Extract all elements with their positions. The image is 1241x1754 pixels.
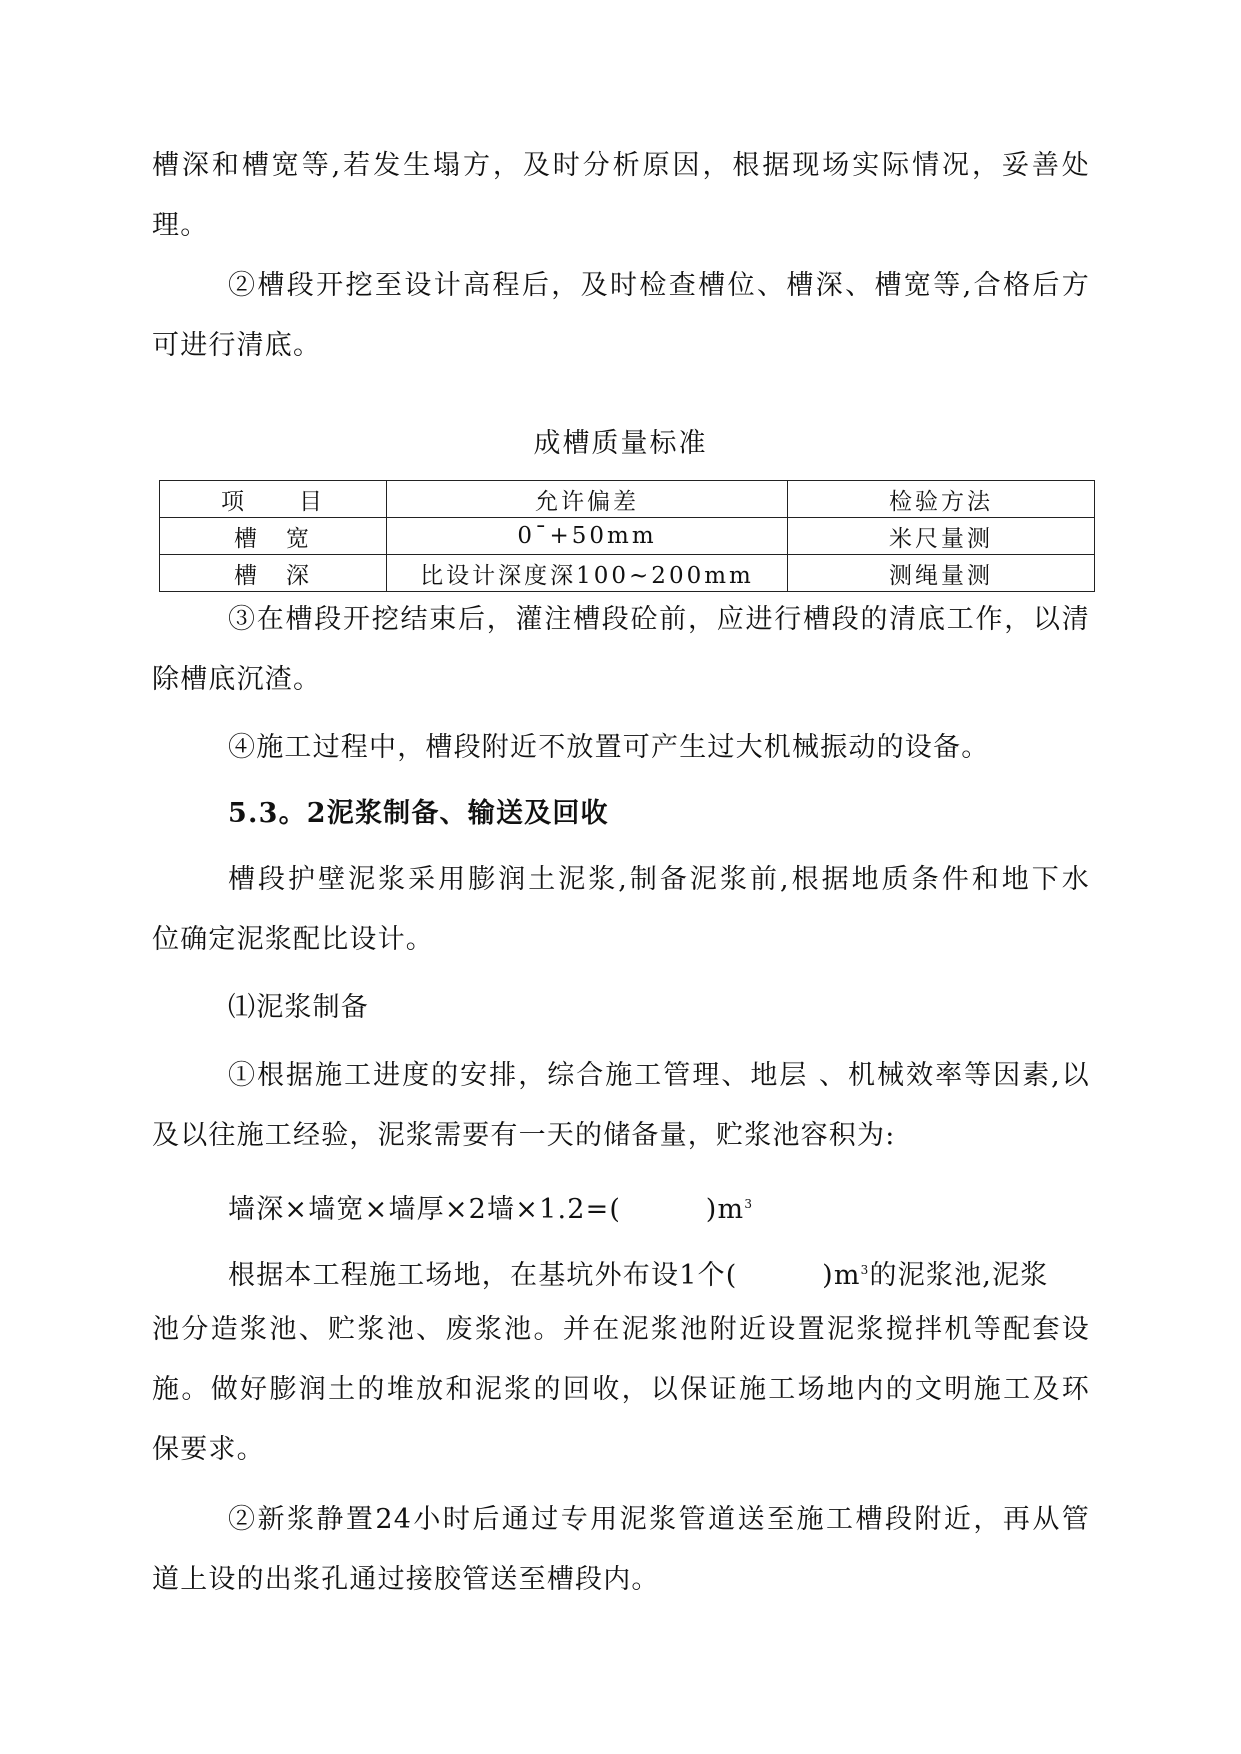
section-heading: 5.3。2泥浆制备、输送及回收 — [228, 798, 609, 829]
formula-superscript: 3 — [744, 1197, 754, 1211]
table-cell: 槽 宽 — [160, 518, 387, 555]
paragraph-line: ③在槽段开挖结束后，灌注槽段砼前，应进行槽段的清底工作，以清 — [228, 604, 1090, 635]
quality-standard-table — [159, 480, 1095, 592]
paragraph-line: 理。 — [152, 210, 209, 241]
paragraph-line: 槽段护壁泥浆采用膨润土泥浆,制备泥浆前,根据地质条件和地下水 — [228, 864, 1090, 895]
paragraph-line: ①根据施工进度的安排，综合施工管理、地层 、机械效率等因素,以 — [228, 1060, 1090, 1091]
paragraph-line: ②新浆静置24小时后通过专用泥浆管道送至施工槽段附近，再从管 — [228, 1504, 1090, 1535]
paragraph-line: 池分造浆池、贮浆池、废浆池。并在泥浆池附近设置泥浆搅拌机等配套设 — [152, 1314, 1090, 1345]
paragraph-line: 施。做好膨润土的堆放和泥浆的回收，以保证施工场地内的文明施工及环 — [152, 1374, 1090, 1405]
table-cell: 比设计深度深100~200mm — [387, 555, 788, 592]
table-cell: 0¯+50mm — [387, 518, 788, 555]
table-row — [160, 518, 1095, 555]
table-cell: 槽 深 — [160, 555, 387, 592]
table-header-row — [160, 481, 1095, 518]
paragraph-line: 除槽底沉渣。 — [152, 664, 322, 695]
paragraph-line: ④施工过程中，槽段附近不放置可产生过大机械振动的设备。 — [228, 732, 990, 763]
paragraph-line: 槽深和槽宽等,若发生塌方，及时分析原因，根据现场实际情况，妥善处 — [152, 150, 1090, 181]
paragraph-line: 可进行清底。 — [152, 330, 322, 361]
subsection-label: ⑴泥浆制备 — [228, 992, 369, 1023]
table-cell: 测绳量测 — [788, 555, 1095, 592]
paragraph-line: 道上设的出浆孔通过接胶管送至槽段内。 — [152, 1564, 660, 1595]
table-header-cell: 项 目 — [160, 481, 387, 518]
unit-superscript: 3 — [860, 1263, 870, 1277]
table-header-cell: 允许偏差 — [387, 481, 788, 518]
formula-line — [228, 1184, 753, 1230]
paragraph-line: 及以往施工经验，泥浆需要有一天的储备量，贮浆池容积为: — [152, 1120, 896, 1151]
paragraph-text: 的泥浆池,泥浆 — [869, 1260, 1049, 1291]
table-header-cell: 检验方法 — [788, 481, 1095, 518]
table-caption: 成槽质量标准 — [533, 428, 708, 459]
paragraph-line — [228, 1250, 1090, 1296]
paragraph-text: 根据本工程施工场地，在基坑外布设1个( )m — [228, 1260, 861, 1291]
paragraph-line: ②槽段开挖至设计高程后，及时检查槽位、槽深、槽宽等,合格后方 — [228, 270, 1090, 301]
formula-text: 墙深×墙宽×墙厚×2墙×1.2=( )m — [228, 1194, 745, 1225]
paragraph-line: 保要求。 — [152, 1434, 265, 1465]
paragraph-line: 位确定泥浆配比设计。 — [152, 924, 434, 955]
table-row — [160, 555, 1095, 592]
table-cell: 米尺量测 — [788, 518, 1095, 555]
